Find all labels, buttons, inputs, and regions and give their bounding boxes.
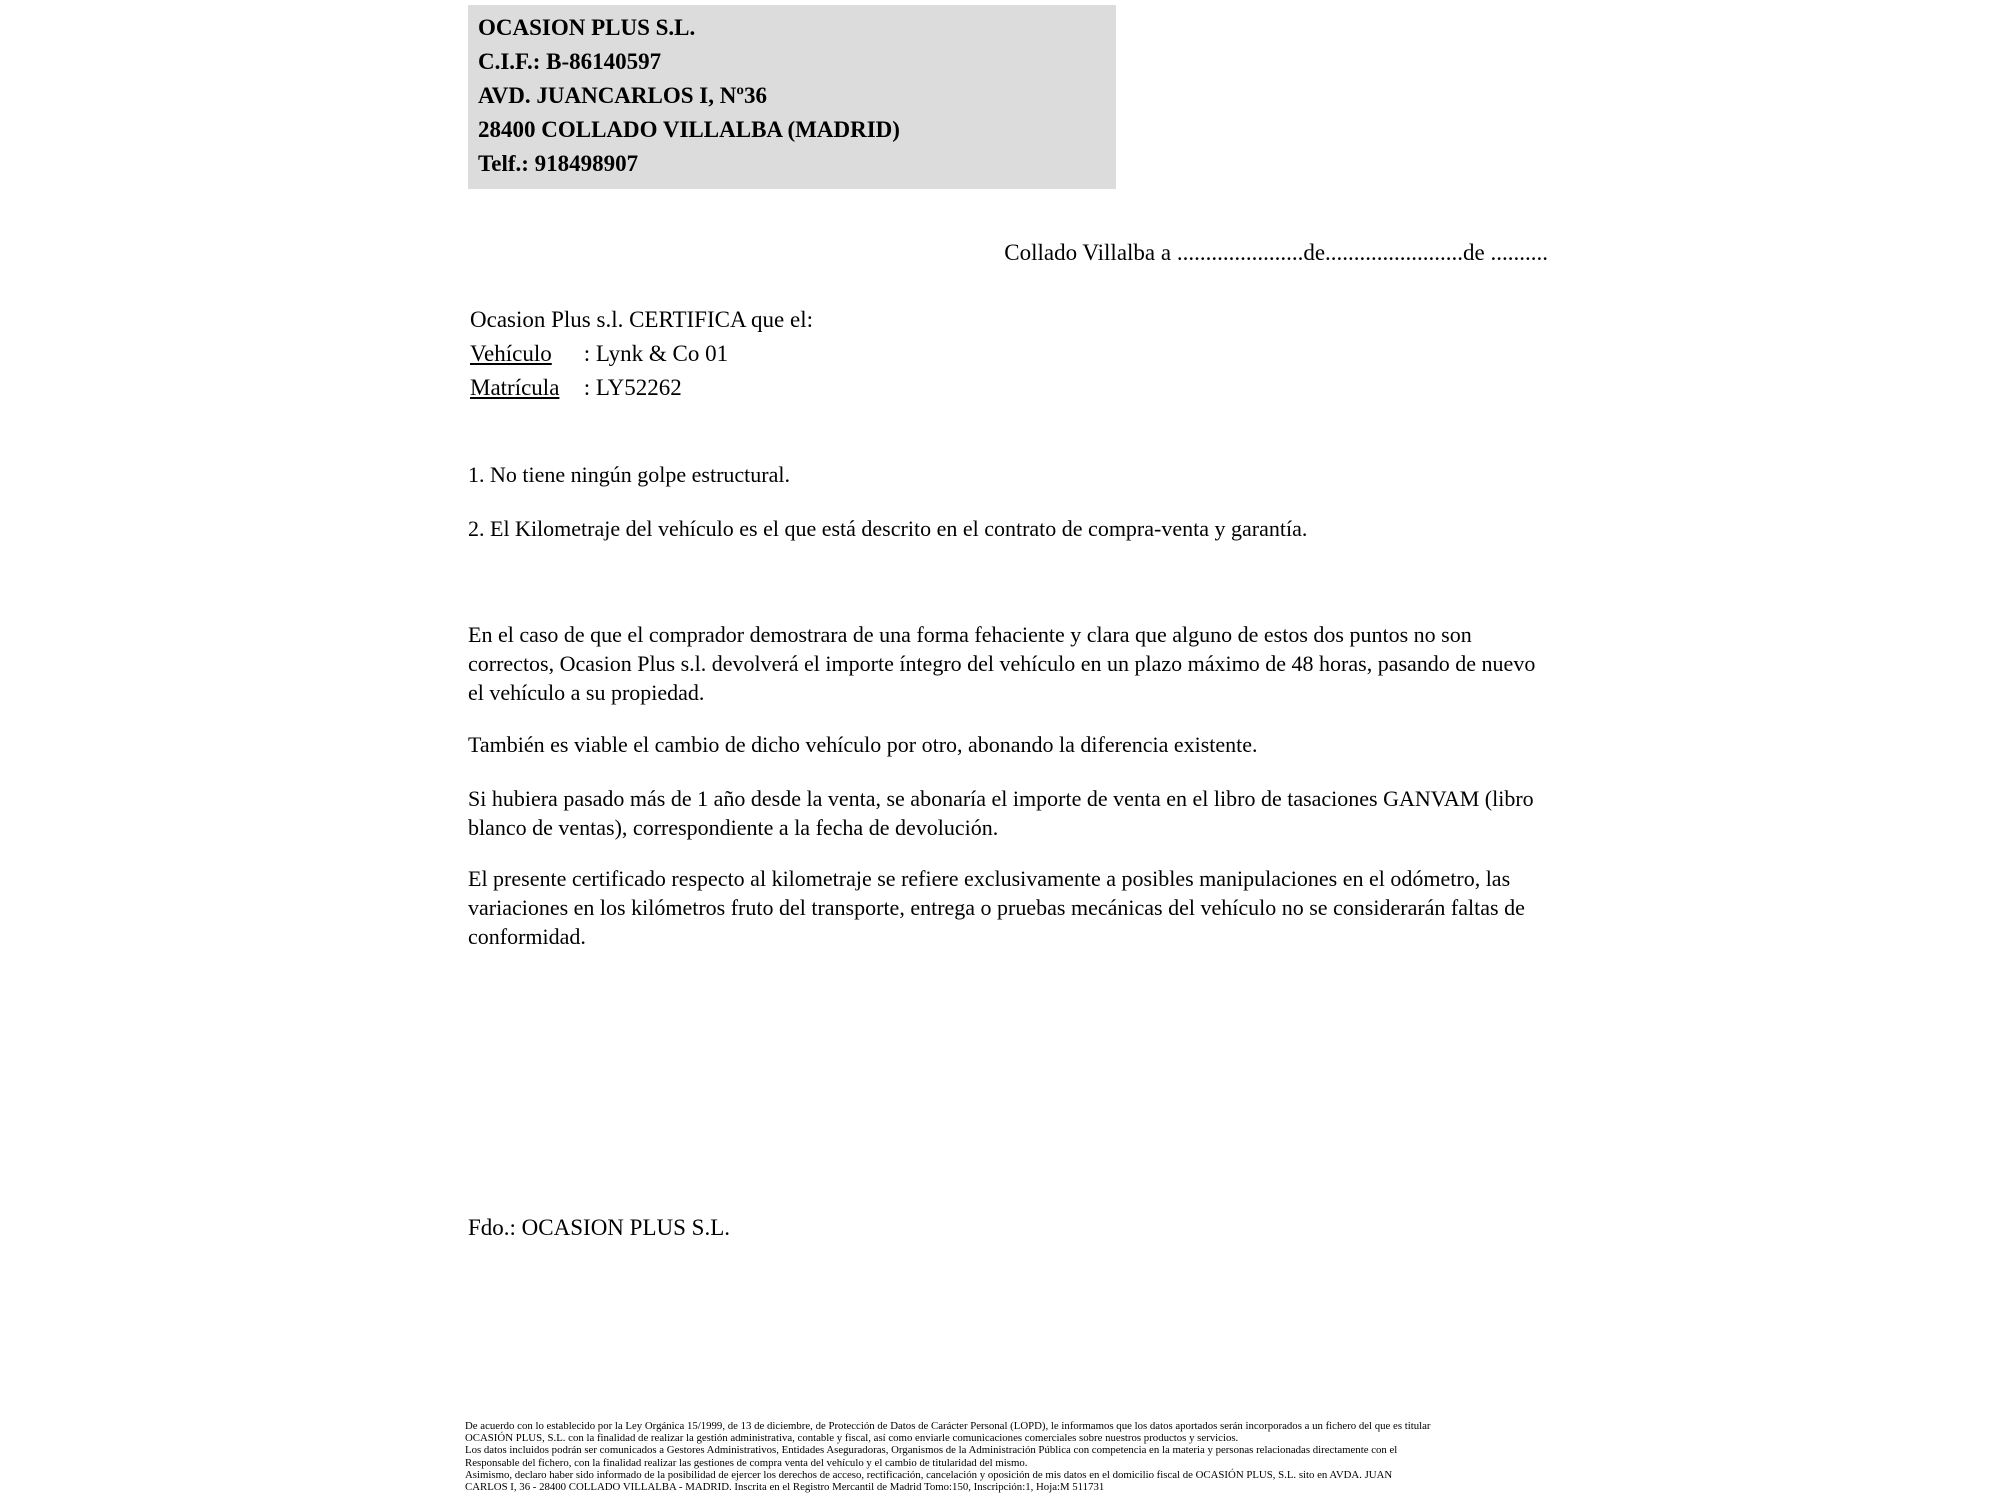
legal-footer-line: OCASIÓN PLUS, S.L. con la finalidad de realizar la gestión administrativa, contable y fiscal, así como enviarle comunicaciones comerciales sobre nuestros productos y servicios. (465, 1432, 1239, 1445)
certification-intro: Ocasion Plus s.l. CERTIFICA que el: (470, 307, 813, 332)
company-header-block (468, 5, 1116, 189)
plate-field-label: Matrícula (470, 375, 560, 400)
legal-footer-line: Asimismo, declaro haber sido informado de la posibilidad de ejercer los derechos de acceso, rectificación, cancelación y oposición de mis datos en el domicilio fiscal de OCASIÓN PLUS, S.L. sito en AVDA. JUAN (465, 1468, 1393, 1481)
ganvam-paragraph: Si hubiera pasado más de 1 año desde la venta, se abonaría el importe de venta en el libro de tasaciones GANVAM (libro blanco de ventas), correspondiente a la fecha de devolución. (468, 786, 1534, 840)
date-fill-in-line: Collado Villalba a ......................de........................de .......... (1004, 240, 1548, 265)
plate-field-value: : LY52262 (578, 375, 682, 400)
company-address: AVD. JUANCARLOS I, Nº36 (478, 83, 767, 108)
legal-footer (465, 1420, 1995, 1493)
certified-point-1: 1. No tiene ningún golpe estructural. (468, 462, 790, 487)
certified-point-2: 2. El Kilometraje del vehículo es el que está descrito en el contrato de compra-venta y garantía. (468, 516, 1308, 541)
vehicle-field-label: Vehículo (470, 341, 552, 366)
legal-footer-line: CARLOS I, 36 - 28400 COLLADO VILLALBA - MADRID. Inscrita en el Registro Mercantil de Madrid Tomo:150, Inscripción:1, Hoja:M 511731 (465, 1481, 1105, 1494)
exchange-paragraph: También es viable el cambio de dicho vehículo por otro, abonando la diferencia existente. (468, 732, 1258, 757)
plate-field-row (470, 371, 813, 405)
refund-paragraph: En el caso de que el comprador demostrara de una forma fehaciente y clara que alguno de estos dos puntos no son correctos, Ocasion Plus s.l. devolverá el importe íntegro del vehículo en un plazo máximo de 48 horas, pasando de nuevo el vehículo a su propiedad. (468, 622, 1536, 705)
vehicle-field-value: : Lynk & Co 01 (578, 341, 729, 366)
vehicle-field-row (470, 337, 813, 371)
company-city: 28400 COLLADO VILLALBA (MADRID) (478, 117, 900, 142)
certification-block (470, 303, 813, 405)
company-phone: Telf.: 918498907 (478, 151, 639, 176)
legal-footer-line: Los datos incluidos podrán ser comunicados a Gestores Administrativos, Entidades Aseguradoras, Organismos de la Administración Pública con competencia en la materia y personas relacionadas directamente con el (465, 1444, 1398, 1457)
company-name: OCASION PLUS S.L. (478, 15, 696, 40)
odometer-disclaimer-paragraph: El presente certificado respecto al kilometraje se refiere exclusivamente a posibles manipulaciones en el odómetro, las variaciones en los kilómetros fruto del transporte, entrega o pruebas mecánicas del vehículo no se considerarán faltas de conformidad. (468, 866, 1525, 949)
signature-line: Fdo.: OCASION PLUS S.L. (468, 1215, 730, 1240)
legal-footer-line: De acuerdo con lo establecido por la Ley Orgánica 15/1999, de 13 de diciembre, de Protección de Datos de Carácter Personal (LOPD), le informamos que los datos aportados serán incorporados a un fichero del que es titular (465, 1420, 1431, 1432)
company-cif: C.I.F.: B-86140597 (478, 49, 662, 74)
legal-footer-line: Responsable del fichero, con la finalidad realizar las gestiones de compra venta del vehículo y el cambio de titularidad del mismo. (465, 1456, 1028, 1469)
